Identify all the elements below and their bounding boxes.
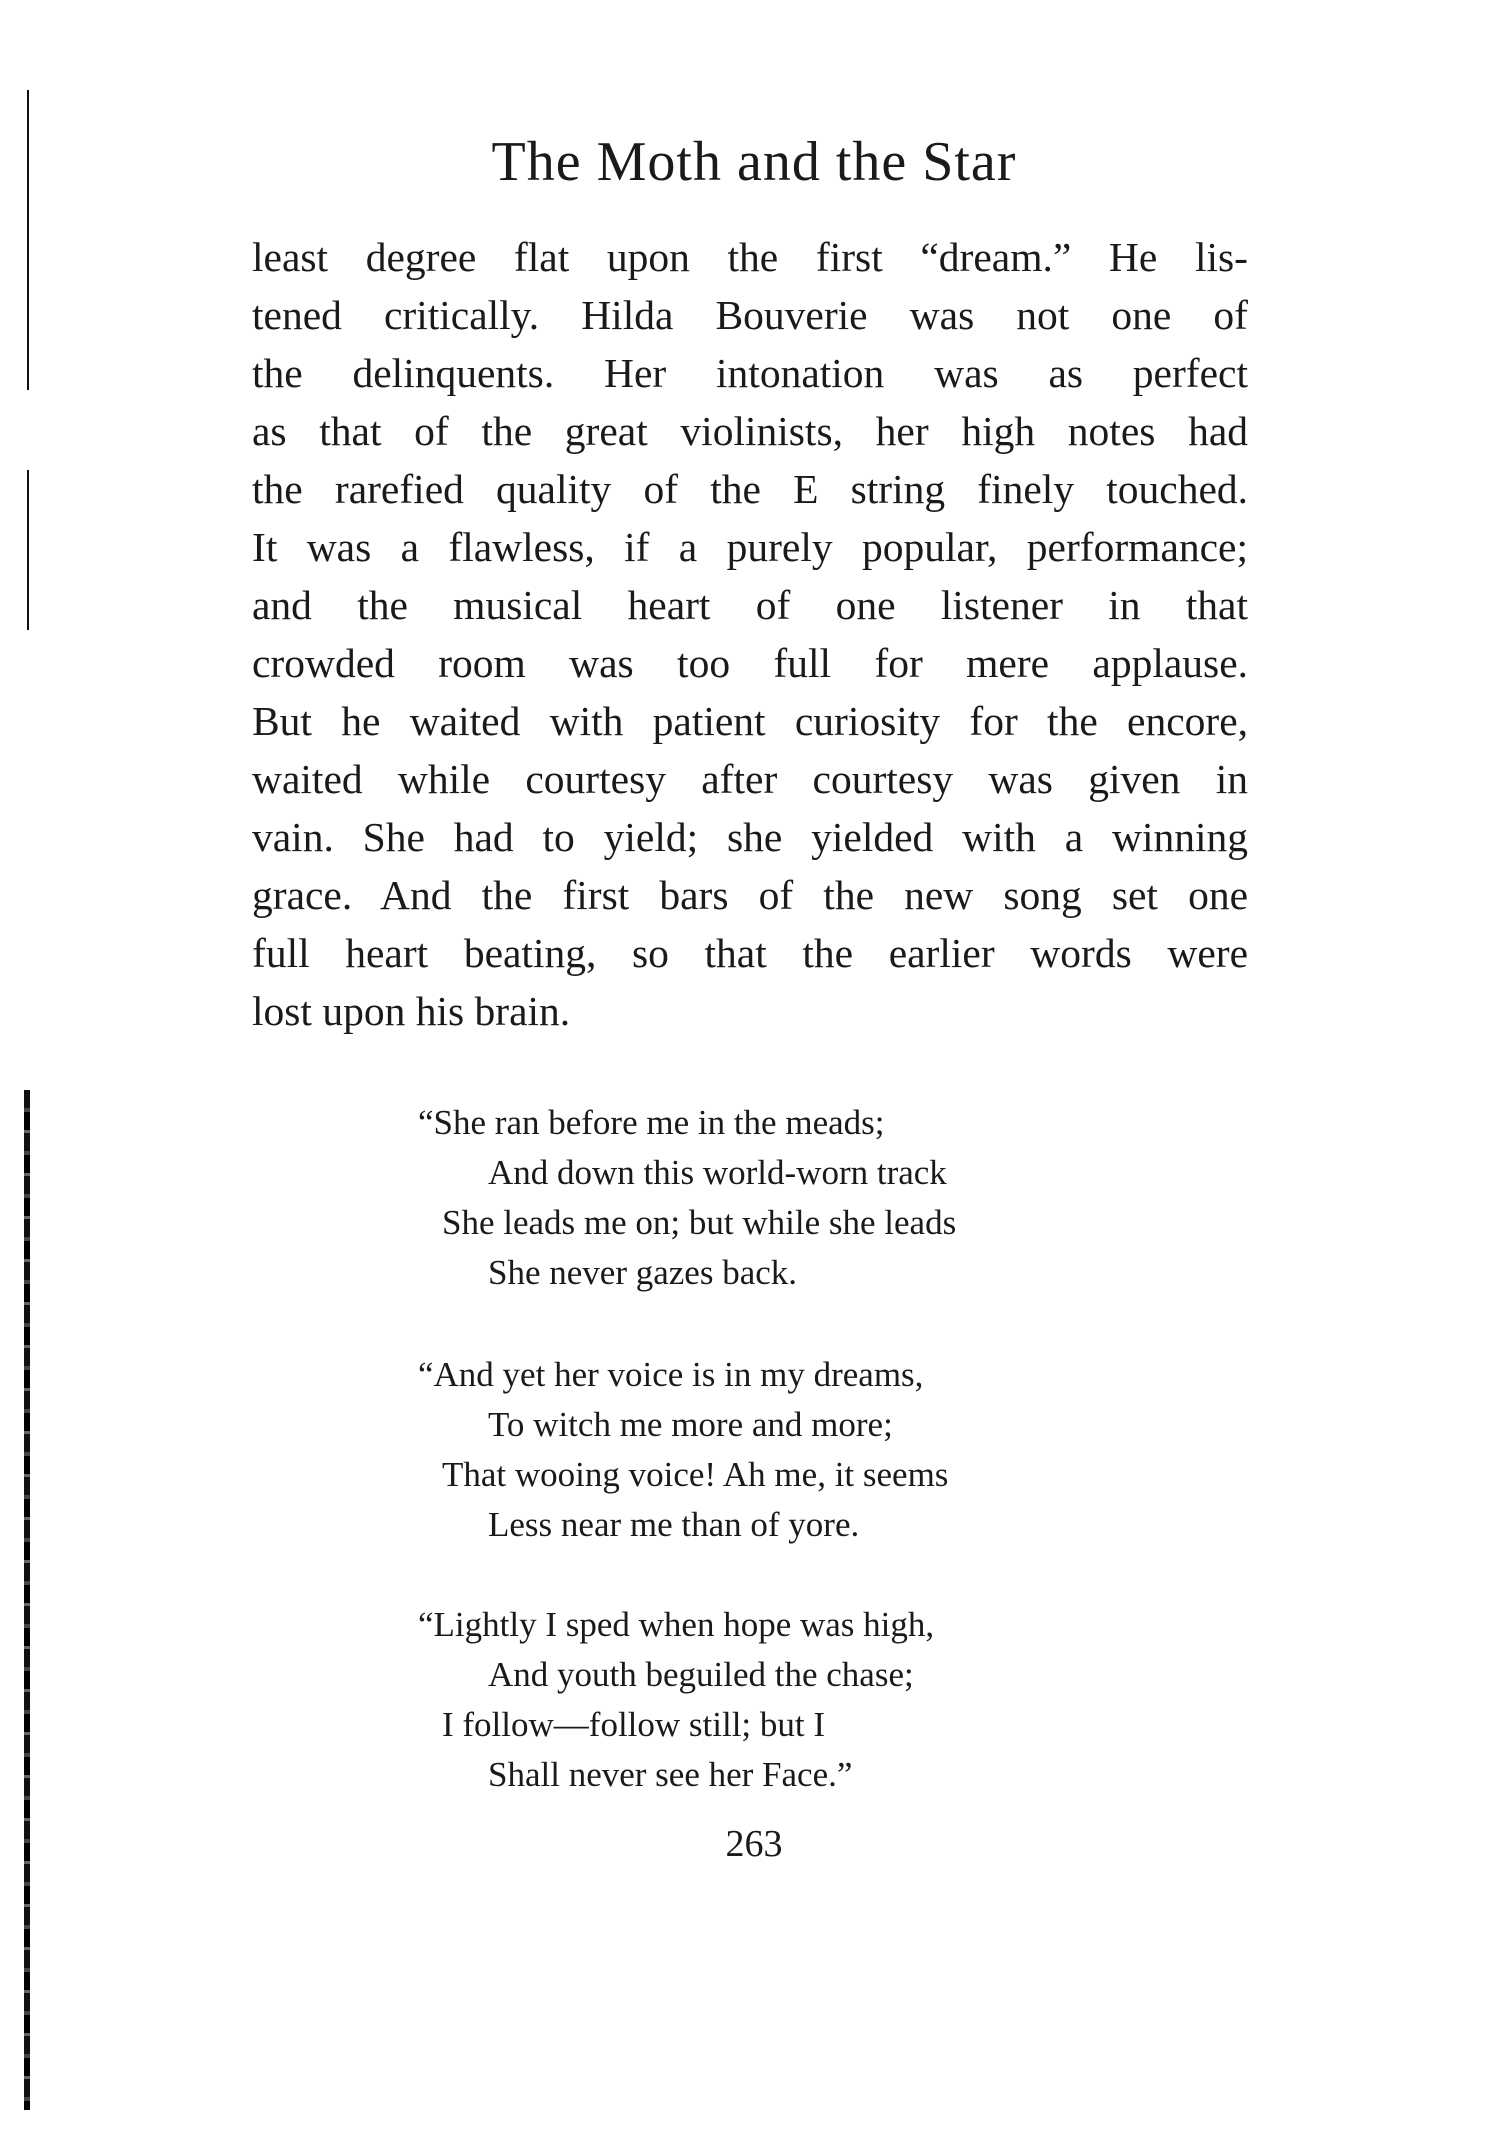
verse-line: To witch me more and more; <box>488 1405 893 1444</box>
verse-line: And youth beguiled the chase; <box>488 1655 914 1694</box>
paragraph-line: as that of the great violinists, her high notes had <box>252 408 1248 454</box>
running-head: The Moth and the Star <box>491 131 1017 193</box>
paragraph-line: least degree flat upon the first “dream.” He lis- <box>252 234 1248 280</box>
verse-line: And down this world-worn track <box>488 1153 947 1192</box>
paragraph-line: full heart beating, so that the earlier words were <box>252 930 1248 976</box>
verse-line: “And yet her voice is in my dreams, <box>418 1355 924 1394</box>
verse-line: “Lightly I sped when hope was high, <box>418 1605 935 1644</box>
verse-stanza <box>418 1350 1118 1550</box>
verse-stanza <box>418 1600 1118 1800</box>
verse-line: She leads me on; but while she leads <box>442 1203 957 1242</box>
body-paragraph <box>252 228 1248 1040</box>
verse-line: That wooing voice! Ah me, it seems <box>442 1455 949 1494</box>
paragraph-line: crowded room was too full for mere applause. <box>252 640 1248 686</box>
paragraph-line: the delinquents. Her intonation was as perfect <box>252 350 1248 396</box>
paragraph-line: waited while courtesy after courtesy was given in <box>252 756 1248 802</box>
verse-line: “She ran before me in the meads; <box>418 1103 885 1142</box>
scan-edge-mark <box>27 470 29 630</box>
paragraph-line: grace. And the first bars of the new song set one <box>252 872 1248 918</box>
verse-stanza <box>418 1098 1118 1298</box>
verse-line: Shall never see her Face.” <box>488 1755 853 1794</box>
paragraph-line: lost upon his brain. <box>252 988 571 1034</box>
verse-line: I follow—follow still; but I <box>442 1705 826 1744</box>
paragraph-line: tened critically. Hilda Bouverie was not one of <box>252 292 1248 338</box>
verse-line: Less near me than of yore. <box>488 1505 860 1544</box>
scan-edge-mark <box>24 1090 30 2110</box>
paragraph-line: vain. She had to yield; she yielded with a winning <box>252 814 1248 860</box>
paragraph-line: It was a flawless, if a purely popular, performance; <box>252 524 1248 570</box>
paragraph-line: the rarefied quality of the E string finely touched. <box>252 466 1248 512</box>
verse-line: She never gazes back. <box>488 1253 798 1292</box>
paragraph-line: But he waited with patient curiosity for the encore, <box>252 698 1248 744</box>
page-number: 263 <box>725 1823 783 1865</box>
paragraph-line: and the musical heart of one listener in that <box>252 582 1248 628</box>
